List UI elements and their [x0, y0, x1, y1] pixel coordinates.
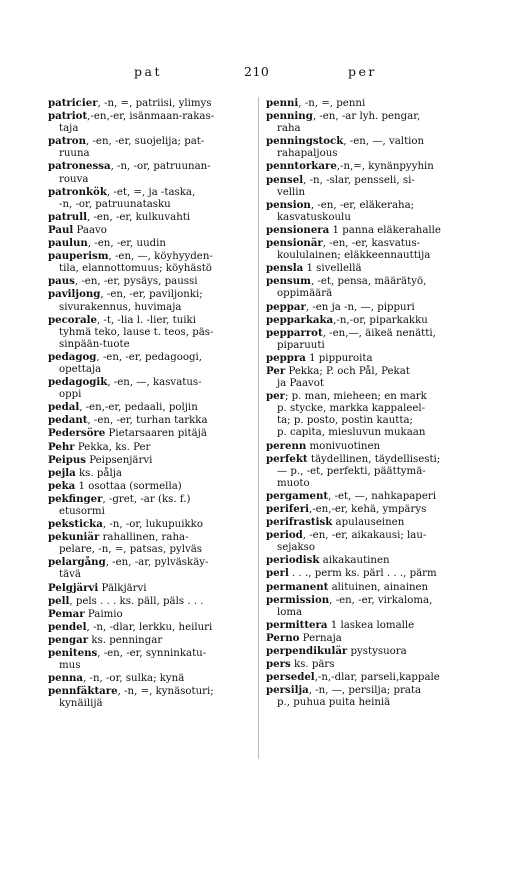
dictionary-entry: [48, 685, 253, 710]
entry-continuation-line: opettaja: [59, 363, 102, 375]
entry-line: peksticka, -n, -or, lukupuikko: [48, 518, 203, 531]
entry-continuation-line: sejakso: [277, 542, 316, 554]
entry-line: pensionär, -en, -er, kasvatus-: [266, 237, 421, 250]
headword: pension: [266, 198, 311, 211]
headword: pennfäktare: [48, 685, 118, 698]
entry-continuation-line: kynäilijä: [59, 698, 103, 710]
headword: penningstock: [266, 135, 344, 148]
headword: pecorale: [48, 313, 97, 326]
entry-continuation-line: ja Paavot: [277, 378, 324, 390]
entry-line: pejla ks. pålja: [48, 466, 122, 479]
entry-line: patron, -en, -er, suojelija; pat-: [48, 135, 205, 148]
headword: Paul: [48, 223, 74, 236]
headword: patrull: [48, 210, 87, 223]
entry-line: Perno Pernaja: [266, 631, 342, 644]
entry-line: pelargång, -en, -ar, pylväskäy-: [48, 556, 209, 569]
entry-continuation-line: rahapaljous: [277, 148, 338, 160]
dictionary-entry: [48, 672, 253, 685]
dictionary-entry: [266, 453, 476, 490]
entry-continuation-line: pelare, -n, =, patsas, pylväs: [59, 544, 203, 556]
entry-line: pedagogik, -en, —, kasvatus-: [48, 376, 202, 389]
entry-line: Pelgjärvi Pälkjärvi: [48, 581, 147, 594]
entry-line: penntorkare,-n,=, kynänpyyhin: [266, 160, 434, 173]
dictionary-entry: [266, 301, 476, 314]
headword: pekuniär: [48, 531, 100, 544]
dictionary-entry: [48, 608, 253, 621]
headword: periodisk: [266, 554, 320, 567]
headword: penning: [266, 110, 313, 123]
dictionary-entry: [266, 684, 476, 709]
headword: pensla: [266, 262, 304, 275]
dictionary-entry: [48, 237, 253, 250]
dictionary-entry: [48, 414, 253, 427]
dictionary-entry: [48, 531, 253, 556]
entry-continuation-line: tila, elannottomuus; köyhästö: [59, 263, 212, 275]
headword: paulun: [48, 237, 88, 250]
dictionary-entry: [266, 632, 476, 645]
entry-line: patrull, -en, -er, kulkuvahti: [48, 210, 191, 223]
headword: per: [266, 390, 285, 403]
entry-line: pensum, -et, pensa, määrätyö,: [266, 275, 427, 288]
headword: pejla: [48, 466, 76, 479]
headword: peppar: [266, 300, 306, 313]
dictionary-entry: [266, 262, 476, 275]
headword: patronkök: [48, 185, 107, 198]
entry-continuation-line: vellin: [277, 186, 306, 198]
dictionary-entry: [48, 518, 253, 531]
entry-continuation-line: kasvatuskoulu: [277, 211, 351, 223]
dictionary-entry: [266, 314, 476, 327]
entry-continuation-line: raha: [277, 123, 301, 135]
headword: perifrastisk: [266, 516, 333, 529]
entry-line: Pemar Paimio: [48, 607, 123, 620]
dictionary-entry: [48, 314, 253, 351]
entry-continuation-line: rouva: [59, 173, 89, 185]
entry-line: periodisk aikakautinen: [266, 554, 390, 567]
headword: persedel: [266, 671, 315, 684]
dictionary-entry: [266, 529, 476, 554]
entry-line: penningstock, -en, —, valtion: [266, 135, 425, 148]
header-right-guide: per: [348, 64, 377, 79]
headword: pepparrot: [266, 326, 323, 339]
dictionary-entry: [266, 110, 476, 135]
dictionary-entry: [48, 621, 253, 634]
dictionary-entry: [266, 237, 476, 262]
entry-continuation-line: taja: [59, 123, 79, 135]
entry-continuation-line: koululainen; eläkkeennauttija: [277, 250, 431, 262]
entry-continuation-line: — p., -et, perfekti, päättymä-: [277, 465, 426, 477]
entry-continuation-line: loma: [277, 606, 303, 618]
entry-line: permittera 1 laskea lomalle: [266, 618, 415, 631]
headword: pensel: [266, 173, 304, 186]
entry-line: patronkök, -et, =, ja -taska,: [48, 185, 196, 198]
dictionary-entry: [266, 516, 476, 529]
headword: patronessa: [48, 160, 111, 173]
headword: permission: [266, 593, 330, 606]
entry-line: patronessa, -n, -or, patruunan-: [48, 160, 211, 173]
entry-line: pauperism, -en, —, köyhyyden-: [48, 250, 213, 263]
headword: perfekt: [266, 452, 308, 465]
headword: peksticka: [48, 518, 103, 531]
entry-line: Peipus Peipsenjärvi: [48, 453, 153, 466]
dictionary-entry: [266, 671, 476, 684]
entry-line: peka 1 osottaa (sormella): [48, 479, 182, 492]
dictionary-entry: [266, 135, 476, 160]
dictionary-entry: [266, 97, 476, 110]
entry-line: paviljong, -en, -er, paviljonki;: [48, 288, 203, 301]
entry-line: periferi,-en,-er, kehä, ympärys: [266, 503, 427, 515]
entry-line: Per Pekka; P. och Pål, Pekat: [266, 364, 410, 377]
dictionary-entry: [266, 581, 476, 594]
headword: pedagogik: [48, 376, 108, 389]
entry-line: pensionera 1 panna eläkerahalle: [266, 223, 441, 236]
headword: permittera: [266, 618, 328, 631]
headword: paus: [48, 275, 75, 288]
dictionary-entry: [48, 160, 253, 185]
headword: pedal: [48, 401, 80, 414]
headword: pell: [48, 594, 70, 607]
headword: perl: [266, 567, 289, 580]
dictionary-entry: [266, 160, 476, 173]
dictionary-entry: [266, 554, 476, 567]
dictionary-entry: [266, 365, 476, 390]
headword: Peipus: [48, 453, 87, 466]
dictionary-entry: [48, 211, 253, 224]
entry-line: Pehr Pekka, ks. Per: [48, 440, 151, 453]
entry-line: pepparrot, -en,—, äikeä nenätti,: [266, 326, 436, 339]
entry-line: Pedersöre Pietarsaaren pitäjä: [48, 427, 207, 440]
dictionary-entry: [266, 490, 476, 503]
entry-line: pergament, -et, —, nahkapaperi: [266, 489, 436, 502]
entry-line: pepparkaka,-n,-or, piparkakku: [266, 313, 428, 326]
entry-continuation-line: -n, -or, patruunatasku: [59, 198, 171, 210]
headword: Per: [266, 364, 286, 377]
entry-line: peppra 1 pippuroita: [266, 351, 373, 364]
entry-line: pedant, -en, -er, turhan tarkka: [48, 414, 208, 427]
dictionary-entry: [266, 275, 476, 300]
headword: pauperism: [48, 250, 109, 263]
entry-line: per; p. man, mieheen; en mark: [266, 390, 427, 403]
headword: pedant: [48, 414, 88, 427]
entry-line: pecorale, -t, -lia l. -lier, tuiki: [48, 313, 196, 326]
dictionary-entry: [266, 390, 476, 439]
entry-line: paus, -en, -er, pysäys, paussi: [48, 275, 198, 288]
entry-continuation-line: piparuuti: [277, 339, 325, 351]
headword: penna: [48, 672, 84, 685]
entry-continuation-line: oppimäärä: [277, 288, 333, 300]
headword: pendel: [48, 620, 87, 633]
headword: Pelgjärvi: [48, 581, 99, 594]
entry-line: persedel,-n,-dlar, parseli,kappale: [266, 671, 440, 684]
dictionary-entry: [48, 493, 253, 518]
headword: pekfinger: [48, 492, 103, 505]
entry-line: pekfinger, -gret, -ar (ks. f.): [48, 492, 191, 505]
entry-continuation-line: tävä: [59, 569, 81, 581]
entry-line: perifrastisk apulauseinen: [266, 516, 405, 529]
entry-line: patriot,-en,-er, isänmaan-rakas-: [48, 110, 215, 123]
dictionary-entry: [266, 174, 476, 199]
dictionary-entry: [48, 351, 253, 376]
headword: Perno: [266, 631, 300, 644]
left-column: [48, 97, 253, 711]
headword: permanent: [266, 580, 329, 593]
entry-line: pension, -en, -er, eläkeraha;: [266, 198, 415, 211]
dictionary-entry: [266, 567, 476, 580]
dictionary-entry: [48, 634, 253, 647]
entry-line: pekuniär rahallinen, raha-: [48, 531, 189, 544]
entry-continuation-line: sivurakennus, huvimaja: [59, 301, 182, 313]
right-column: [266, 97, 476, 710]
headword: pedagog: [48, 350, 97, 363]
headword: pergament: [266, 489, 329, 502]
entry-line: penni, -n, =, penni: [266, 97, 366, 109]
entry-line: patricier, -n, =, patriisi, ylimys: [48, 97, 212, 109]
entry-line: perenn monivuotinen: [266, 439, 381, 452]
dictionary-entry: [48, 250, 253, 275]
entry-line: period, -en, -er, aikakausi; lau-: [266, 529, 427, 542]
dictionary-entry: [48, 427, 253, 440]
entry-line: pensel, -n, -slar, pensseli, si-: [266, 173, 415, 186]
headword: Pedersöre: [48, 427, 106, 440]
dictionary-entry: [48, 186, 253, 211]
entry-line: pengar ks. penningar: [48, 633, 163, 646]
dictionary-entry: [266, 503, 476, 516]
entry-continuation-line: etusormi: [59, 506, 105, 517]
entry-line: pedal, -en,-er, pedaali, poljin: [48, 401, 198, 414]
dictionary-entry: [48, 480, 253, 493]
headword: peka: [48, 479, 76, 492]
headword: pers: [266, 658, 291, 671]
dictionary-entry: [266, 352, 476, 365]
entry-line: pensla 1 sivellellä: [266, 262, 362, 275]
entry-line: Paul Paavo: [48, 223, 107, 236]
dictionary-entry: [266, 645, 476, 658]
entry-line: pell, pels . . . ks. päll, päls . . .: [48, 594, 204, 607]
entry-continuation-line: mus: [59, 660, 81, 672]
entry-line: peppar, -en ja -n, —, pippuri: [266, 300, 415, 313]
entry-line: permanent alituinen, ainainen: [266, 580, 429, 593]
entry-continuation-line: oppi: [59, 389, 82, 401]
dictionary-entry: [48, 135, 253, 160]
column-divider: [258, 97, 259, 759]
headword: paviljong: [48, 288, 101, 301]
dictionary-entry: [266, 440, 476, 453]
headword: penni: [266, 97, 299, 109]
headword: patron: [48, 135, 86, 148]
dictionary-entry: [48, 595, 253, 608]
entry-line: pedagog, -en, -er, pedagoogi,: [48, 350, 203, 363]
entry-continuation-line: tyhmä teko, lause t. teos, päs-: [59, 326, 214, 338]
headword: patriot: [48, 110, 88, 123]
entry-continuation-line: muoto: [277, 477, 310, 489]
dictionary-entry: [266, 224, 476, 237]
headword: pensionär: [266, 237, 323, 250]
headword: patricier: [48, 97, 98, 109]
entry-line: permission, -en, -er, virkaloma,: [266, 593, 433, 606]
dictionary-entry: [48, 556, 253, 581]
headword: pepparkaka: [266, 313, 334, 326]
headword: pengar: [48, 633, 89, 646]
dictionary-entry: [266, 658, 476, 671]
entry-line: perl . . ., perm ks. pärl . . ., pärm: [266, 567, 437, 580]
dictionary-entry: [48, 582, 253, 595]
headword: period: [266, 529, 303, 542]
dictionary-entry: [266, 619, 476, 632]
header-left-guide: pat: [134, 64, 162, 79]
headword: Pemar: [48, 607, 85, 620]
entry-line: pers ks. pärs: [266, 658, 335, 671]
entry-line: pennfäktare, -n, =, kynäsoturi;: [48, 685, 214, 698]
headword: pelargång: [48, 556, 106, 569]
entry-continuation-line: p., puhua puita heiniä: [277, 697, 391, 709]
dictionary-entry: [48, 97, 253, 110]
entry-line: persilja, -n, —, persilja; prata: [266, 684, 422, 697]
headword: perenn: [266, 439, 307, 452]
headword: Pehr: [48, 440, 75, 453]
headword: pensionera: [266, 223, 330, 236]
dictionary-entry: [266, 327, 476, 352]
dictionary-entry: [48, 224, 253, 237]
page-header: [48, 64, 468, 80]
entry-line: penning, -en, -ar lyh. pengar,: [266, 110, 421, 123]
dictionary-entry: [48, 401, 253, 414]
dictionary-entry: [266, 199, 476, 224]
entry-line: pendel, -n, -dlar, lerkku, heiluri: [48, 620, 213, 633]
headword: penitens: [48, 647, 98, 660]
headword: pensum: [266, 275, 311, 288]
entry-continuation-line: p. stycke, markka kappaleel-: [277, 403, 426, 415]
dictionary-entry: [48, 110, 253, 135]
entry-continuation-line: p. capita, miesluvun mukaan: [277, 427, 426, 439]
headword: perpendikulär: [266, 645, 348, 658]
entry-line: perpendikulär pystysuora: [266, 645, 407, 658]
headword: periferi: [266, 503, 309, 515]
entry-line: perfekt täydellinen, täydellisesti;: [266, 452, 441, 465]
headword: persilja: [266, 684, 309, 697]
dictionary-entry: [48, 454, 253, 467]
headword: penntorkare: [266, 160, 337, 173]
entry-line: penna, -n, -or, sulka; kynä: [48, 672, 185, 685]
dictionary-entry: [48, 275, 253, 288]
entry-continuation-line: sinpään-tuote: [59, 338, 130, 350]
dictionary-entry: [266, 594, 476, 619]
page-number: 210: [244, 64, 270, 79]
entry-continuation-line: ta; p. posto, postin kautta;: [277, 415, 413, 427]
dictionary-entry: [48, 288, 253, 313]
dictionary-entry: [48, 441, 253, 454]
dictionary-entry: [48, 467, 253, 480]
entry-line: paulun, -en, -er, uudin: [48, 237, 166, 250]
headword: peppra: [266, 351, 306, 364]
dictionary-entry: [48, 376, 253, 401]
entry-continuation-line: ruuna: [59, 148, 90, 160]
entry-line: penitens, -en, -er, synninkatu-: [48, 647, 207, 660]
dictionary-entry: [48, 647, 253, 672]
